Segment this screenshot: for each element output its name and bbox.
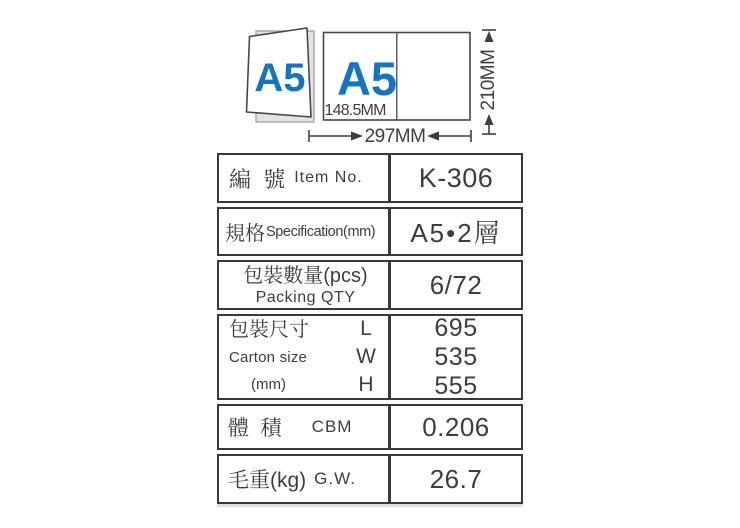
item-no-label-zh: 編 號 xyxy=(229,166,286,192)
carton-size-label-zh: 包裝尺寸 xyxy=(229,319,309,341)
volume-label-en: CBM xyxy=(311,417,353,436)
item-no-value: K-306 xyxy=(418,162,494,193)
spec-table xyxy=(217,153,523,504)
carton-height-value: 555 xyxy=(434,371,478,400)
carton-size-label-en: Carton size xyxy=(229,349,308,366)
open-sheet xyxy=(324,33,471,121)
height-dimension: 210MM xyxy=(478,49,500,111)
row-packing-qty xyxy=(217,260,523,310)
specification-label-zh: 規格 xyxy=(225,223,265,245)
specification-value: A5•2層 xyxy=(410,218,502,248)
carton-size-label-cell xyxy=(219,316,391,398)
gross-weight-label-cell xyxy=(219,456,391,502)
carton-axis-w: W xyxy=(356,345,376,368)
dimension-297mm xyxy=(309,126,471,147)
volume-label-zh: 體 積 xyxy=(228,417,282,440)
open-sheet-label: A5 xyxy=(336,52,398,105)
half-width-dimension: 148.5MM xyxy=(324,102,386,119)
packing-qty-label-zh: 包裝數量(pcs) xyxy=(243,264,368,287)
gross-weight-value: 26.7 xyxy=(429,463,483,494)
carton-size-label-block xyxy=(229,316,344,398)
gross-weight-label-zh: 毛重(kg) xyxy=(228,469,307,492)
packing-qty-label-cell xyxy=(219,262,391,308)
volume-value: 0.206 xyxy=(422,411,490,442)
dimension-210mm xyxy=(478,30,499,134)
row-carton-size xyxy=(217,314,523,400)
packing-qty-value: 6/72 xyxy=(429,269,483,300)
carton-width-value: 535 xyxy=(434,342,478,371)
row-item-no xyxy=(217,153,523,203)
full-width-dimension: 297MM xyxy=(364,126,426,147)
carton-axis-l: L xyxy=(360,317,372,340)
carton-size-axes xyxy=(344,316,388,398)
row-gross-weight xyxy=(217,454,523,504)
carton-axis-h: H xyxy=(358,373,374,396)
item-no-label-en: Item No. xyxy=(294,169,363,186)
carton-size-values xyxy=(391,313,521,400)
specification-label-en: Specification(mm) xyxy=(266,223,376,240)
folded-sheet-label: A5 xyxy=(254,56,306,100)
specification-label-cell xyxy=(219,209,391,254)
volume-label-cell xyxy=(219,406,391,448)
gross-weight-label-en: G.W. xyxy=(314,469,356,488)
row-volume xyxy=(217,404,523,450)
row-specification xyxy=(217,207,523,256)
folded-booklet xyxy=(247,28,315,122)
packing-qty-label-en: Packing QTY xyxy=(255,288,356,306)
carton-length-value: 695 xyxy=(434,313,478,342)
carton-size-label-unit: (mm) xyxy=(251,376,286,393)
item-no-label-cell xyxy=(219,155,391,201)
size-diagram xyxy=(0,0,740,152)
